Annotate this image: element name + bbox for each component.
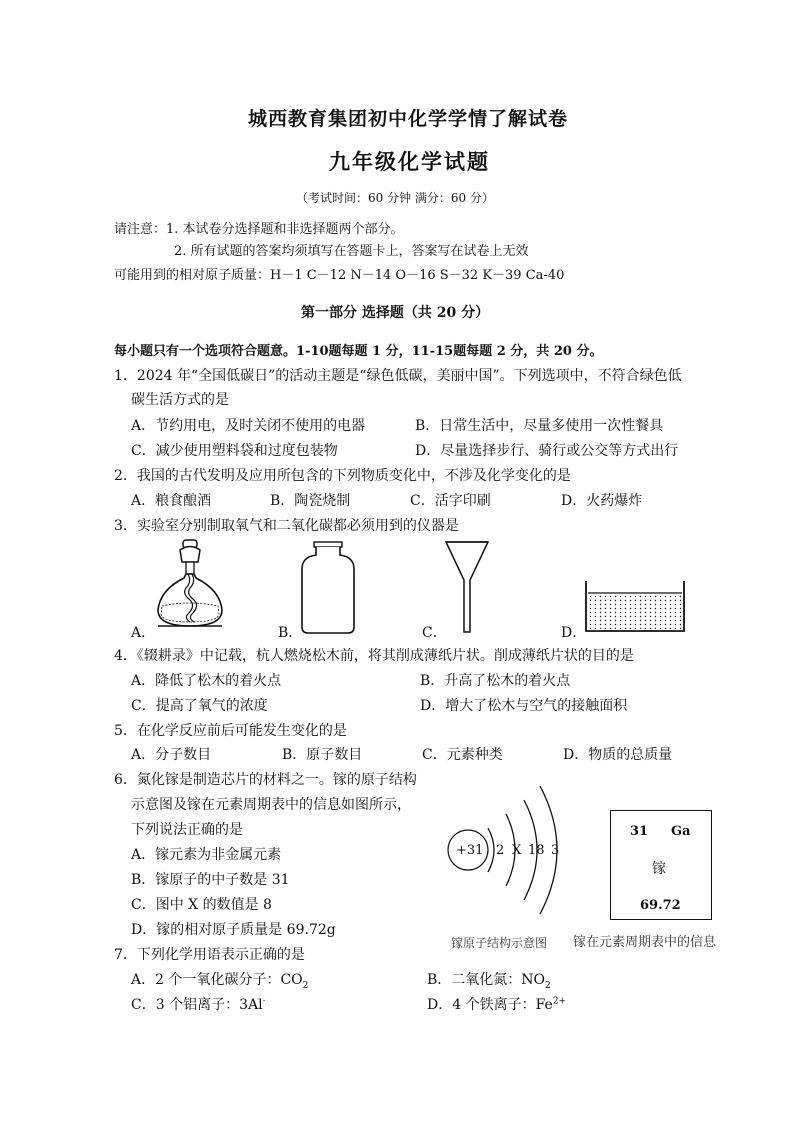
q5-option-b: B．原子数目 xyxy=(282,747,363,763)
q7-option-d xyxy=(427,994,566,1014)
gas-bottle-icon xyxy=(300,541,356,636)
q6-option-c: C．图中 X 的数值是 8 xyxy=(131,897,272,913)
q7-option-a xyxy=(131,969,308,991)
q7-option-b-subscript: 2 xyxy=(545,980,551,991)
q1-option-b: B．日常生活中，尽量多使用一次性餐具 xyxy=(415,418,664,434)
q2-stem: 2．我国的古代发明及应用所包含的下列物质变化中，不涉及化学变化的是 xyxy=(114,468,571,484)
q5-option-c: C．元素种类 xyxy=(422,747,503,763)
part1-instruction: 每小题只有一个选项符合题意。1-10题每题 1 分，11-15题每题 2 分，共 20 分。 xyxy=(114,344,603,359)
atom-shell-4: 3 xyxy=(551,843,560,858)
q7-option-b-text: B．二氧化氮：NO xyxy=(427,972,546,988)
element-caption: 镓在元素周期表中的信息 xyxy=(573,935,717,950)
q1-option-a: A．节约用电，及时关闭不使用的电器 xyxy=(131,418,366,434)
q7-option-a-text: A．2 个一氧化碳分子：CO xyxy=(131,972,303,988)
element-symbol: Ga xyxy=(671,824,691,839)
atom-caption: 镓原子结构示意图 xyxy=(451,936,548,950)
atom-shell-2: X xyxy=(512,843,522,858)
q7-option-c-text: C．3 个铝离子：3Al xyxy=(131,997,263,1013)
q4-option-c: C．提高了氧气的浓度 xyxy=(131,698,268,714)
q6-stem-line3: 下列说法正确的是 xyxy=(131,822,243,838)
q5-option-a: A．分子数目 xyxy=(131,747,212,763)
q7-option-a-subscript: 2 xyxy=(302,980,309,991)
q6-option-b: B．镓原子的中子数是 31 xyxy=(131,872,290,888)
water-trough-icon xyxy=(584,579,686,635)
exam-info: （考试时间：60 分钟 满分：60 分） xyxy=(296,191,494,205)
q7-option-b xyxy=(427,969,551,991)
atom-shell-1: 2 xyxy=(496,843,505,858)
q2-option-b: B．陶瓷烧制 xyxy=(270,493,351,509)
q1-stem-line2: 碳生活方式的是 xyxy=(131,392,229,408)
note-2: 2. 所有试题的答案均须填写在答题卡上，答案写在试卷上无效 xyxy=(174,244,529,259)
school-title: 城西教育集团初中化学学情了解试卷 xyxy=(248,108,569,130)
q7-option-c xyxy=(131,994,265,1014)
q5-stem: 5．在化学反应前后可能发生变化的是 xyxy=(114,723,347,739)
element-name: 镓 xyxy=(652,861,666,877)
q2-option-a: A．粮食酿酒 xyxy=(131,493,212,509)
q5-option-d: D．物质的总质量 xyxy=(563,747,673,763)
atomic-masses: 可能用到的相对原子质量：H－1 C－12 N－14 O－16 S－32 K－39 Ca-40 xyxy=(114,268,565,283)
q2-option-d: D．火药爆炸 xyxy=(561,493,643,509)
element-number: 31 xyxy=(630,824,649,839)
q3-stem: 3．实验室分别制取氧气和二氧化碳都必须用到的仪器是 xyxy=(114,518,459,534)
q2-option-c: C．活字印刷 xyxy=(410,493,491,509)
q4-option-b: B．升高了松木的着火点 xyxy=(420,673,571,689)
funnel-icon xyxy=(444,540,490,635)
q4-stem: 4．《辍耕录》中记载，杭人燃烧松木前，将其削成薄纸片状。削成薄纸片状的目的是 xyxy=(114,648,634,664)
note-1: 请注意：1. 本试卷分选择题和非选择题两个部分。 xyxy=(114,222,404,237)
q3-option-b: B． xyxy=(278,625,303,641)
exam-title: 九年级化学试题 xyxy=(329,149,490,174)
part1-title: 第一部分 选择题（共 20 分） xyxy=(301,305,490,321)
atom-nucleus-label: +31 xyxy=(456,843,484,858)
q4-option-d: D．增大了松木与空气的接触面积 xyxy=(420,698,628,714)
q7-option-c-superscript: · xyxy=(262,996,266,1007)
alcohol-lamp-icon xyxy=(150,538,230,633)
element-mass: 69.72 xyxy=(640,898,681,913)
atom-shell-3: 18 xyxy=(528,843,545,858)
q3-option-a: A． xyxy=(131,625,156,641)
q6-stem-line2: 示意图及镓在元素周期表中的信息如图所示， xyxy=(131,797,411,813)
q1-stem-line1: 1．2024 年“全国低碳日”的活动主题是“绿色低碳，美丽中国”。下列选项中，不符合绿色低 xyxy=(114,368,682,384)
q4-option-a: A．降低了松木的着火点 xyxy=(131,673,282,689)
q6-option-d: D．镓的相对原子质量是 69.72g xyxy=(131,922,336,938)
q1-option-d: D．尽量选择步行、骑行或公交等方式出行 xyxy=(415,443,679,459)
q7-stem: 7．下列化学用语表示正确的是 xyxy=(114,947,305,963)
q6-stem-line1: 6．氮化镓是制造芯片的材料之一。镓的原子结构 xyxy=(114,772,417,788)
q7-option-d-text: D．4 个铁离子：Fe xyxy=(427,997,553,1013)
q1-option-c: C．减少使用塑料袋和过度包装物 xyxy=(131,443,338,459)
q3-option-d: D． xyxy=(561,625,587,641)
q3-option-c: C． xyxy=(422,625,447,641)
q7-option-d-superscript: 2+ xyxy=(552,996,567,1007)
q6-option-a: A．镓元素为非金属元素 xyxy=(131,847,282,863)
